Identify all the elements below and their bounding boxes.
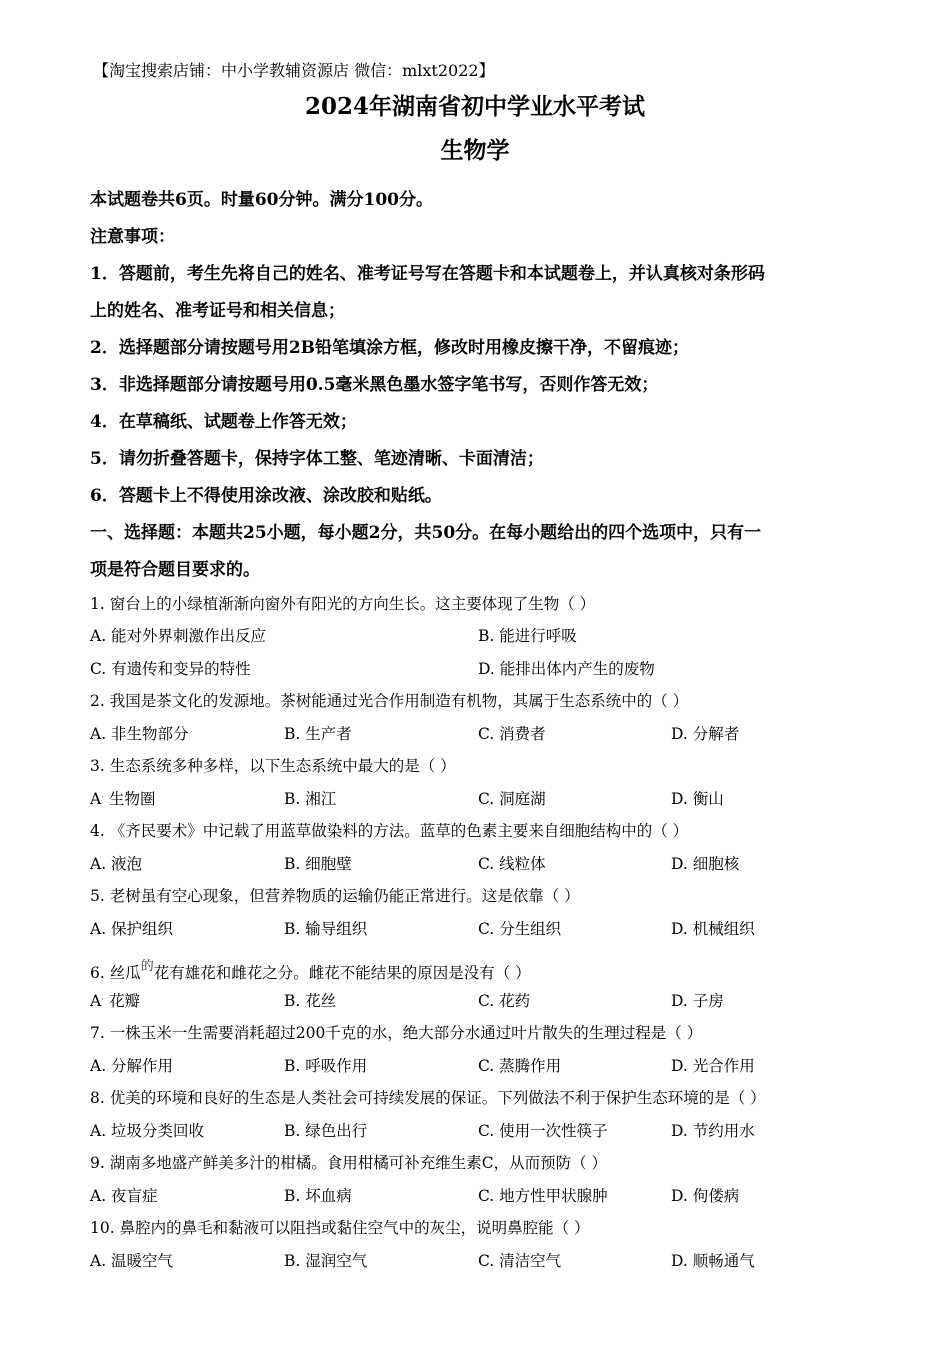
subject-title: 生物学: [440, 137, 510, 164]
question-stem: 10. 鼻腔内的鼻毛和黏液可以阻挡或黏住空气中的灰尘，说明鼻腔能（ ）: [90, 1219, 590, 1237]
option-d: D. 分解者: [671, 725, 740, 743]
option-b: B. 湘江: [284, 790, 337, 808]
option-b: B. 绿色出行: [284, 1122, 368, 1140]
option-a: A. 液泡: [90, 855, 143, 873]
option-b: B. 输导组织: [284, 920, 368, 938]
option-c: C. 消费者: [478, 725, 546, 743]
option-d: D. 节约用水: [671, 1122, 755, 1140]
option-a: A. 能对外界刺激作出反应: [90, 627, 267, 645]
option-a: A· 花瓣: [90, 992, 141, 1010]
option-d: D. 佝偻病: [671, 1187, 740, 1205]
option-b: B. 能进行呼吸: [478, 627, 577, 645]
option-a: A· 生物圈: [90, 790, 156, 808]
store-header: 【淘宝搜索店铺：中小学教辅资源店 微信：mlxt2022】: [93, 61, 495, 80]
exam-info: 本试题卷共6页。时量60分钟。满分100分。: [90, 190, 433, 210]
question-stem: 7. 一株玉米一生需要消耗超过200千克的水，绝大部分水通过叶片散失的生理过程是（ ）: [90, 1024, 703, 1042]
option-d: D. 衡山: [671, 790, 724, 808]
question-stem: 9. 湖南多地盛产鲜美多汁的柑橘。食用柑橘可补充维生素C，从而预防（ ）: [90, 1154, 608, 1172]
question-stem: 5. 老树虽有空心现象，但营养物质的运输仍能正常进行。这是依靠（ ）: [90, 887, 580, 905]
option-b: B. 呼吸作用: [284, 1057, 368, 1075]
option-c: C. 线粒体: [478, 855, 546, 873]
note-item: 6．答题卡上不得使用涂改液、涂改胶和贴纸。: [90, 486, 442, 506]
note-item: 上的姓名、准考证号和相关信息；: [90, 301, 345, 321]
option-c: C. 洞庭湖: [478, 790, 546, 808]
option-a: A. 非生物部分: [90, 725, 189, 743]
option-b: B. 细胞壁: [284, 855, 352, 873]
note-item: 3．非选择题部分请按题号用0.5毫米黑色墨水签字笔书写，否则作答无效；: [90, 375, 659, 395]
question-stem: 6. 丝瓜$^的$花有雄花和雌花之分。雌花不能结果的原因是没有（ ）: [90, 959, 531, 982]
question-stem: 1. 窗台上的小绿植渐渐向窗外有阳光的方向生长。这主要体现了生物（ ）: [90, 595, 596, 613]
question-stem: 8. 优美的环境和良好的生态是人类社会可持续发展的保证。下列做法不利于保护生态环境的是（ ）: [90, 1089, 766, 1107]
option-c: C. 花药: [478, 992, 531, 1010]
option-d: D. 子房: [671, 992, 724, 1010]
note-item: 5．请勿折叠答题卡，保持字体工整、笔迹清晰、卡面清洁；: [90, 449, 544, 469]
stray-character: 的: [140, 959, 154, 974]
option-c: C. 有遗传和变异的特性: [90, 660, 251, 678]
section-heading: 一、选择题：本题共25小题，每小题2分，共50分。在每小题给出的四个选项中，只有一: [90, 523, 762, 543]
option-c: C. 清洁空气: [478, 1252, 562, 1270]
option-a: A. 夜盲症: [90, 1187, 158, 1205]
question-stem: 2. 我国是茶文化的发源地。茶树能通过光合作用制造有机物，其属于生态系统中的（ ）: [90, 692, 689, 710]
note-item: 1．答题前，考生先将自己的姓名、准考证号写在答题卡和本试题卷上，并认真核对条形码: [90, 264, 765, 284]
option-a: A. 分解作用: [90, 1057, 174, 1075]
option-a: A. 温暖空气: [90, 1252, 174, 1270]
option-b: B. 花丝: [284, 992, 337, 1010]
option-d: D. 细胞核: [671, 855, 740, 873]
question-stem: 4. 《齐民要术》中记载了用蓝草做染料的方法。蓝草的色素主要来自细胞结构中的（ ）: [90, 822, 689, 840]
notes-title: 注意事项：: [90, 227, 175, 247]
section-heading: 项是符合题目要求的。: [90, 560, 260, 580]
exam-title: 2024年湖南省初中学业水平考试: [304, 93, 645, 120]
question-stem: 3. 生态系统多种多样，以下生态系统中最大的是（ ）: [90, 757, 456, 775]
option-c: C. 蒸腾作用: [478, 1057, 562, 1075]
option-c: C. 分生组织: [478, 920, 562, 938]
option-d: D. 光合作用: [671, 1057, 755, 1075]
option-b: B. 坏血病: [284, 1187, 352, 1205]
option-b: B. 湿润空气: [284, 1252, 368, 1270]
option-b: B. 生产者: [284, 725, 352, 743]
option-a: A. 保护组织: [90, 920, 174, 938]
option-c: C. 地方性甲状腺肿: [478, 1187, 608, 1205]
option-a: A. 垃圾分类回收: [90, 1122, 205, 1140]
note-item: 4．在草稿纸、试题卷上作答无效；: [90, 412, 357, 432]
option-d: D. 顺畅通气: [671, 1252, 755, 1270]
note-item: 2．选择题部分请按题号用2B铅笔填涂方框，修改时用橡皮擦干净，不留痕迹；: [90, 338, 690, 358]
option-c: C. 使用一次性筷子: [478, 1122, 608, 1140]
option-d: D. 机械组织: [671, 920, 755, 938]
option-d: D. 能排出体内产生的废物: [478, 660, 655, 678]
